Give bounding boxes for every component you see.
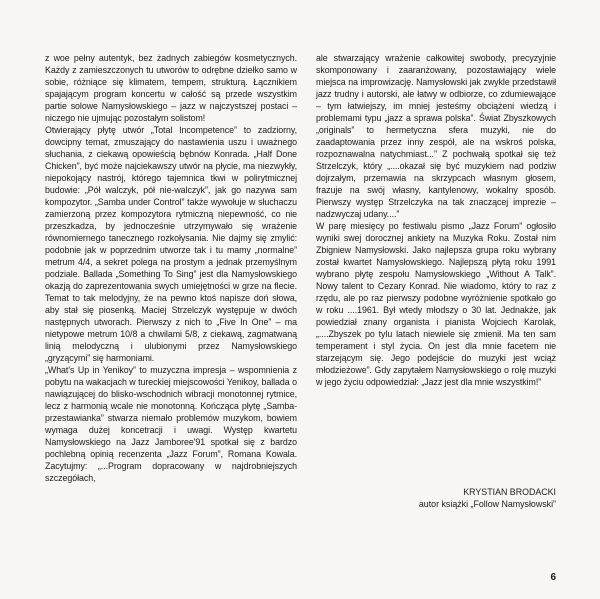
page-number: 6 <box>550 572 556 583</box>
left-column <box>45 52 297 484</box>
right-column <box>316 52 556 388</box>
paragraph-4: ale stwarzający wrażenie całkowitej swobody, precyzyjnie skomponowany i zaaranżowany, pozostawiający wiele miejsca na improwizację. Namysłowski jak zwykle przedstawił jazz trudny i autorski, ale łatwy w odbiorze, co zdumiewające – tym łatwiejszy, im mniej jesteśmy obciążeni wiedzą i problemami typu „jazz a sprawa polska”. Świat Zbyszkowych „originals” to hermetyczna sfera muzyki, nie do zaadaptowania przez inny zespół, ale na wskroś polska, rozpoznawalna natychmiast...” Z pochwałą spotkał się też Strzelczyk, który „....okazał się być muzykiem nad podziw dojrzałym, przemawia na skrzypcach własnym głosem, frazuje na swój własny, kantylenowy, wokalny sposób. Pierwszy występ Strzelczyka na tak znaczącej imprezie – nadzwyczaj udany....” <box>316 53 556 219</box>
author-signature <box>316 486 556 510</box>
paragraph-3: „What's Up in Yenikoy” to muzyczna impresja – wspomnienia z pobytu na wakacjach w tureckiej miejscowości Yenikoy, ballada o nawiązującej do blisko-wschodnich wibracji monotonnej rytmice, lecz z harmonią wcale nie monotonną. Kończąca płytę „Samba-przestawianka” stwarza niemało problemów muzykom, bowiem wymaga dużej koncetracji i uwagi. Występ kwartetu Namysłowskiego na Jazz Jamboree'91 spotkał się z bardzo pochlebną opinią recenzenta „Jazz Forum”, Romana Kowala. Zacytujmy: „...Program dopracowany w najdrobniejszych szczegółach, <box>45 365 297 483</box>
paragraph-2: Otwierający płytę utwór „Total Incompetence” to zadziorny, dowcipny temat, zmuszający do nastawienia uszu i uważnego słuchania, z ciekawą opowieścią bębnów Konrada. „Half Done Chicken”, być może najciekawszy utwór na płycie, ma niezwykły, niepokojący nastrój, którego tajemnica tkwi w polirytmicznej budowie: „Pół walczyk, pół nie-walczyk”, jak go nazywa sam kompozytor. „Samba under Control” także wywołuje w słuchaczu zamierzoną przez kompozytora rytmiczną niepewność, co nie przeszkadza, by jednocześnie utrzymywało się wrażenie równomiernego tanecznego rozkołysania. Nie dajmy się zmylić: podobnie jak w poprzednim utworze tak i tu mamy „normalne” metrum 4/4, a sekret polega na prostym a jednak przemyślnym podziale. Ballada „Something To Sing” jest dla Namysłowskiego okazją do zaprezentowania swych umiejętności w grze na flecie. Temat to tak melodyjny, że na pewno ktoś napisze doń słowa, aby stał się piosenką. Maciej Strzelczyk występuje w dwóch następnych utworach. Pierwszy z nich to „Five In One” – ma nietypowe metrum 10/8 a chwilami 5/8, z ciekawą, zagmatwaną linią melodyczną i ulubionymi przez Namysłowskiego „gryzącymi” się harmoniami. <box>45 125 297 363</box>
paragraph-1: z woe pełny autentyk, bez żadnych zabiegów kosmetycznych. Każdy z zamieszczonych tu utworów to odrębne dziełko samo w sobie, różniące się klimatem, tempem, strukturą. Łącznikiem spajającym program koncertu w całość są przede wszystkim partie solowe Namysłowskiego – jazz w najczystszej postaci – niczego nie ujmując pozostałym solistom! <box>45 53 297 123</box>
paragraph-5: W parę miesięcy po festiwalu pismo „Jazz Forum” ogłosiło wyniki swej dorocznej ankiety na Muzyka Roku. Został nim Zbigniew Namysłowski. Jako najlepsza grupa roku wybrany został kwartet Namysłowskiego. Najlepszą płytą roku 1991 wybrano płytę zespołu Namysłowskiego „Without A Talk”. Nowy talent to Cezary Konrad. Nie wiadomo, który to raz z rzędu, ale po raz pierwszy podobne wyróżnienie spotkało go w roku ....1961. Był wtedy młodszy o 30 lat. Jednakże, jak powiedział znany organista i pianista Wojciech Karolak, „....Zbyszek po tylu latach niewiele się zmienił. Ma ten sam temperament i styl życia. On jest dla mnie facetem nie starzejącym się. Jego podejście do muzyki jest wciąż młodzieżowe”. Gdy zapytałem Namysłowskiego o rolę muzyki w jego życiu odpowiedział: „Jazz jest dla mnie wszystkim!” <box>316 221 556 387</box>
author-role: autor książki „Follow Namysłowski” <box>418 499 556 509</box>
author-name: KRYSTIAN BRODACKI <box>463 487 556 497</box>
